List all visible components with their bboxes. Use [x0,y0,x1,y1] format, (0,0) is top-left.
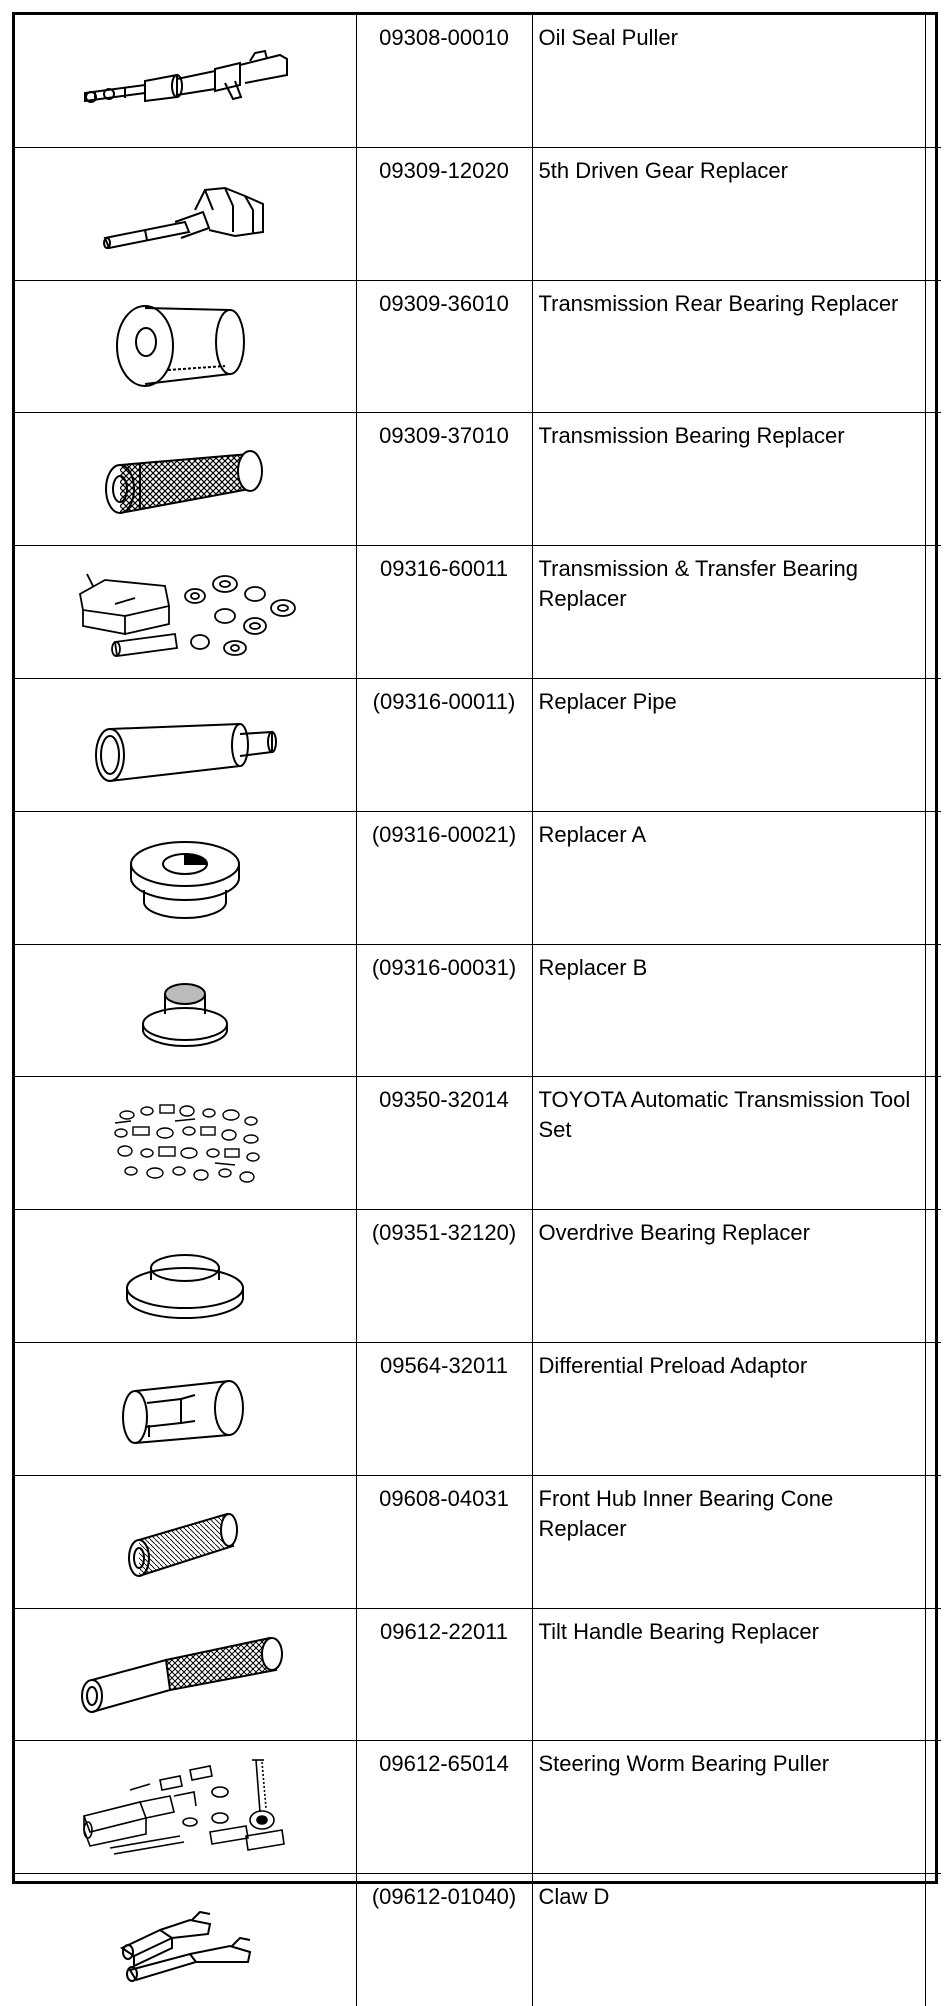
tool-name: Transmission Rear Bearing Replacer [532,280,925,413]
tool-illustration-cell [15,1342,356,1475]
table-row [15,1475,941,1608]
part-number: 09612-65014 [356,1741,532,1874]
tool-name: Replacer A [532,811,925,944]
tool-name: Transmission Bearing Replacer [532,413,925,546]
claw-icon [100,1890,270,1990]
table-row [15,1342,941,1475]
tool-illustration-cell [15,811,356,944]
part-number: (09316-00021) [356,811,532,944]
tool-name: Differential Preload Adaptor [532,1342,925,1475]
tool-name: Claw D [532,1874,925,2006]
blank-column-cell [925,546,941,679]
special-service-tools-table [15,15,941,2006]
tool-illustration-cell [15,1077,356,1210]
table-row [15,1210,941,1343]
part-number: 09309-36010 [356,280,532,413]
blank-column-cell [925,280,941,413]
blank-column-cell [925,811,941,944]
tool-illustration-cell [15,1608,356,1741]
part-number: 09316-60011 [356,546,532,679]
blank-column-cell [925,413,941,546]
replacer-a-icon [110,830,260,926]
table-row [15,1741,941,1874]
tool-name: TOYOTA Automatic Transmission Tool Set [532,1077,925,1210]
table-row [15,15,941,147]
transfer-bearing-replacer-set-icon [65,564,305,660]
part-number: (09351-32120) [356,1210,532,1343]
tool-name: Replacer B [532,944,925,1077]
tool-table-sheet [12,12,938,1910]
blank-column-cell [925,1210,941,1343]
tool-name: Replacer Pipe [532,678,925,811]
part-number: (09316-00031) [356,944,532,1077]
blank-column-cell [925,147,941,280]
blank-column-cell [925,15,941,147]
table-row [15,1077,941,1210]
part-number: 09612-22011 [356,1608,532,1741]
table-row [15,546,941,679]
preload-adaptor-icon [105,1359,265,1459]
part-number: 09564-32011 [356,1342,532,1475]
table-row [15,811,941,944]
bearing-replacer-icon [90,434,280,524]
blank-column-cell [925,1741,941,1874]
blank-column-cell [925,1342,941,1475]
part-number: (09612-01040) [356,1874,532,2006]
tool-name: Oil Seal Puller [532,15,925,147]
tool-illustration-cell [15,1475,356,1608]
overdrive-bearing-replacer-icon [115,1228,255,1324]
table-row [15,413,941,546]
tool-illustration-cell [15,944,356,1077]
tool-illustration-cell [15,147,356,280]
part-number: 09608-04031 [356,1475,532,1608]
tool-illustration-cell [15,280,356,413]
table-row [15,944,941,1077]
part-number: 09309-37010 [356,413,532,546]
tool-illustration-cell [15,413,356,546]
oil-seal-puller-icon [65,41,305,121]
replacer-pipe-icon [80,700,290,790]
part-number: 09309-12020 [356,147,532,280]
blank-column-cell [925,1608,941,1741]
driven-gear-replacer-icon [85,166,285,262]
tool-illustration-cell [15,678,356,811]
tool-name: Front Hub Inner Bearing Cone Replacer [532,1475,925,1608]
tool-name: Tilt Handle Bearing Replacer [532,1608,925,1741]
tool-illustration-cell [15,1210,356,1343]
tool-illustration-cell [15,546,356,679]
part-number: 09308-00010 [356,15,532,147]
blank-column-cell [925,1077,941,1210]
tilt-handle-bearing-replacer-icon [70,1624,300,1724]
part-number: (09316-00011) [356,678,532,811]
tool-name: 5th Driven Gear Replacer [532,147,925,280]
tool-set-icon [105,1093,265,1193]
tool-illustration-cell [15,15,356,147]
blank-column-cell [925,678,941,811]
blank-column-cell [925,1475,941,1608]
table-row [15,280,941,413]
blank-column-cell [925,944,941,1077]
bearing-cone-replacer-icon [115,1494,255,1590]
tool-name: Overdrive Bearing Replacer [532,1210,925,1343]
table-row [15,147,941,280]
tool-name: Transmission & Transfer Bearing Replacer [532,546,925,679]
worm-bearing-puller-icon [70,1752,300,1862]
part-number: 09350-32014 [356,1077,532,1210]
tool-illustration-cell [15,1741,356,1874]
rear-bearing-replacer-icon [100,296,270,396]
tool-name: Steering Worm Bearing Puller [532,1741,925,1874]
replacer-b-icon [125,962,245,1058]
table-row [15,1608,941,1741]
table-row [15,678,941,811]
